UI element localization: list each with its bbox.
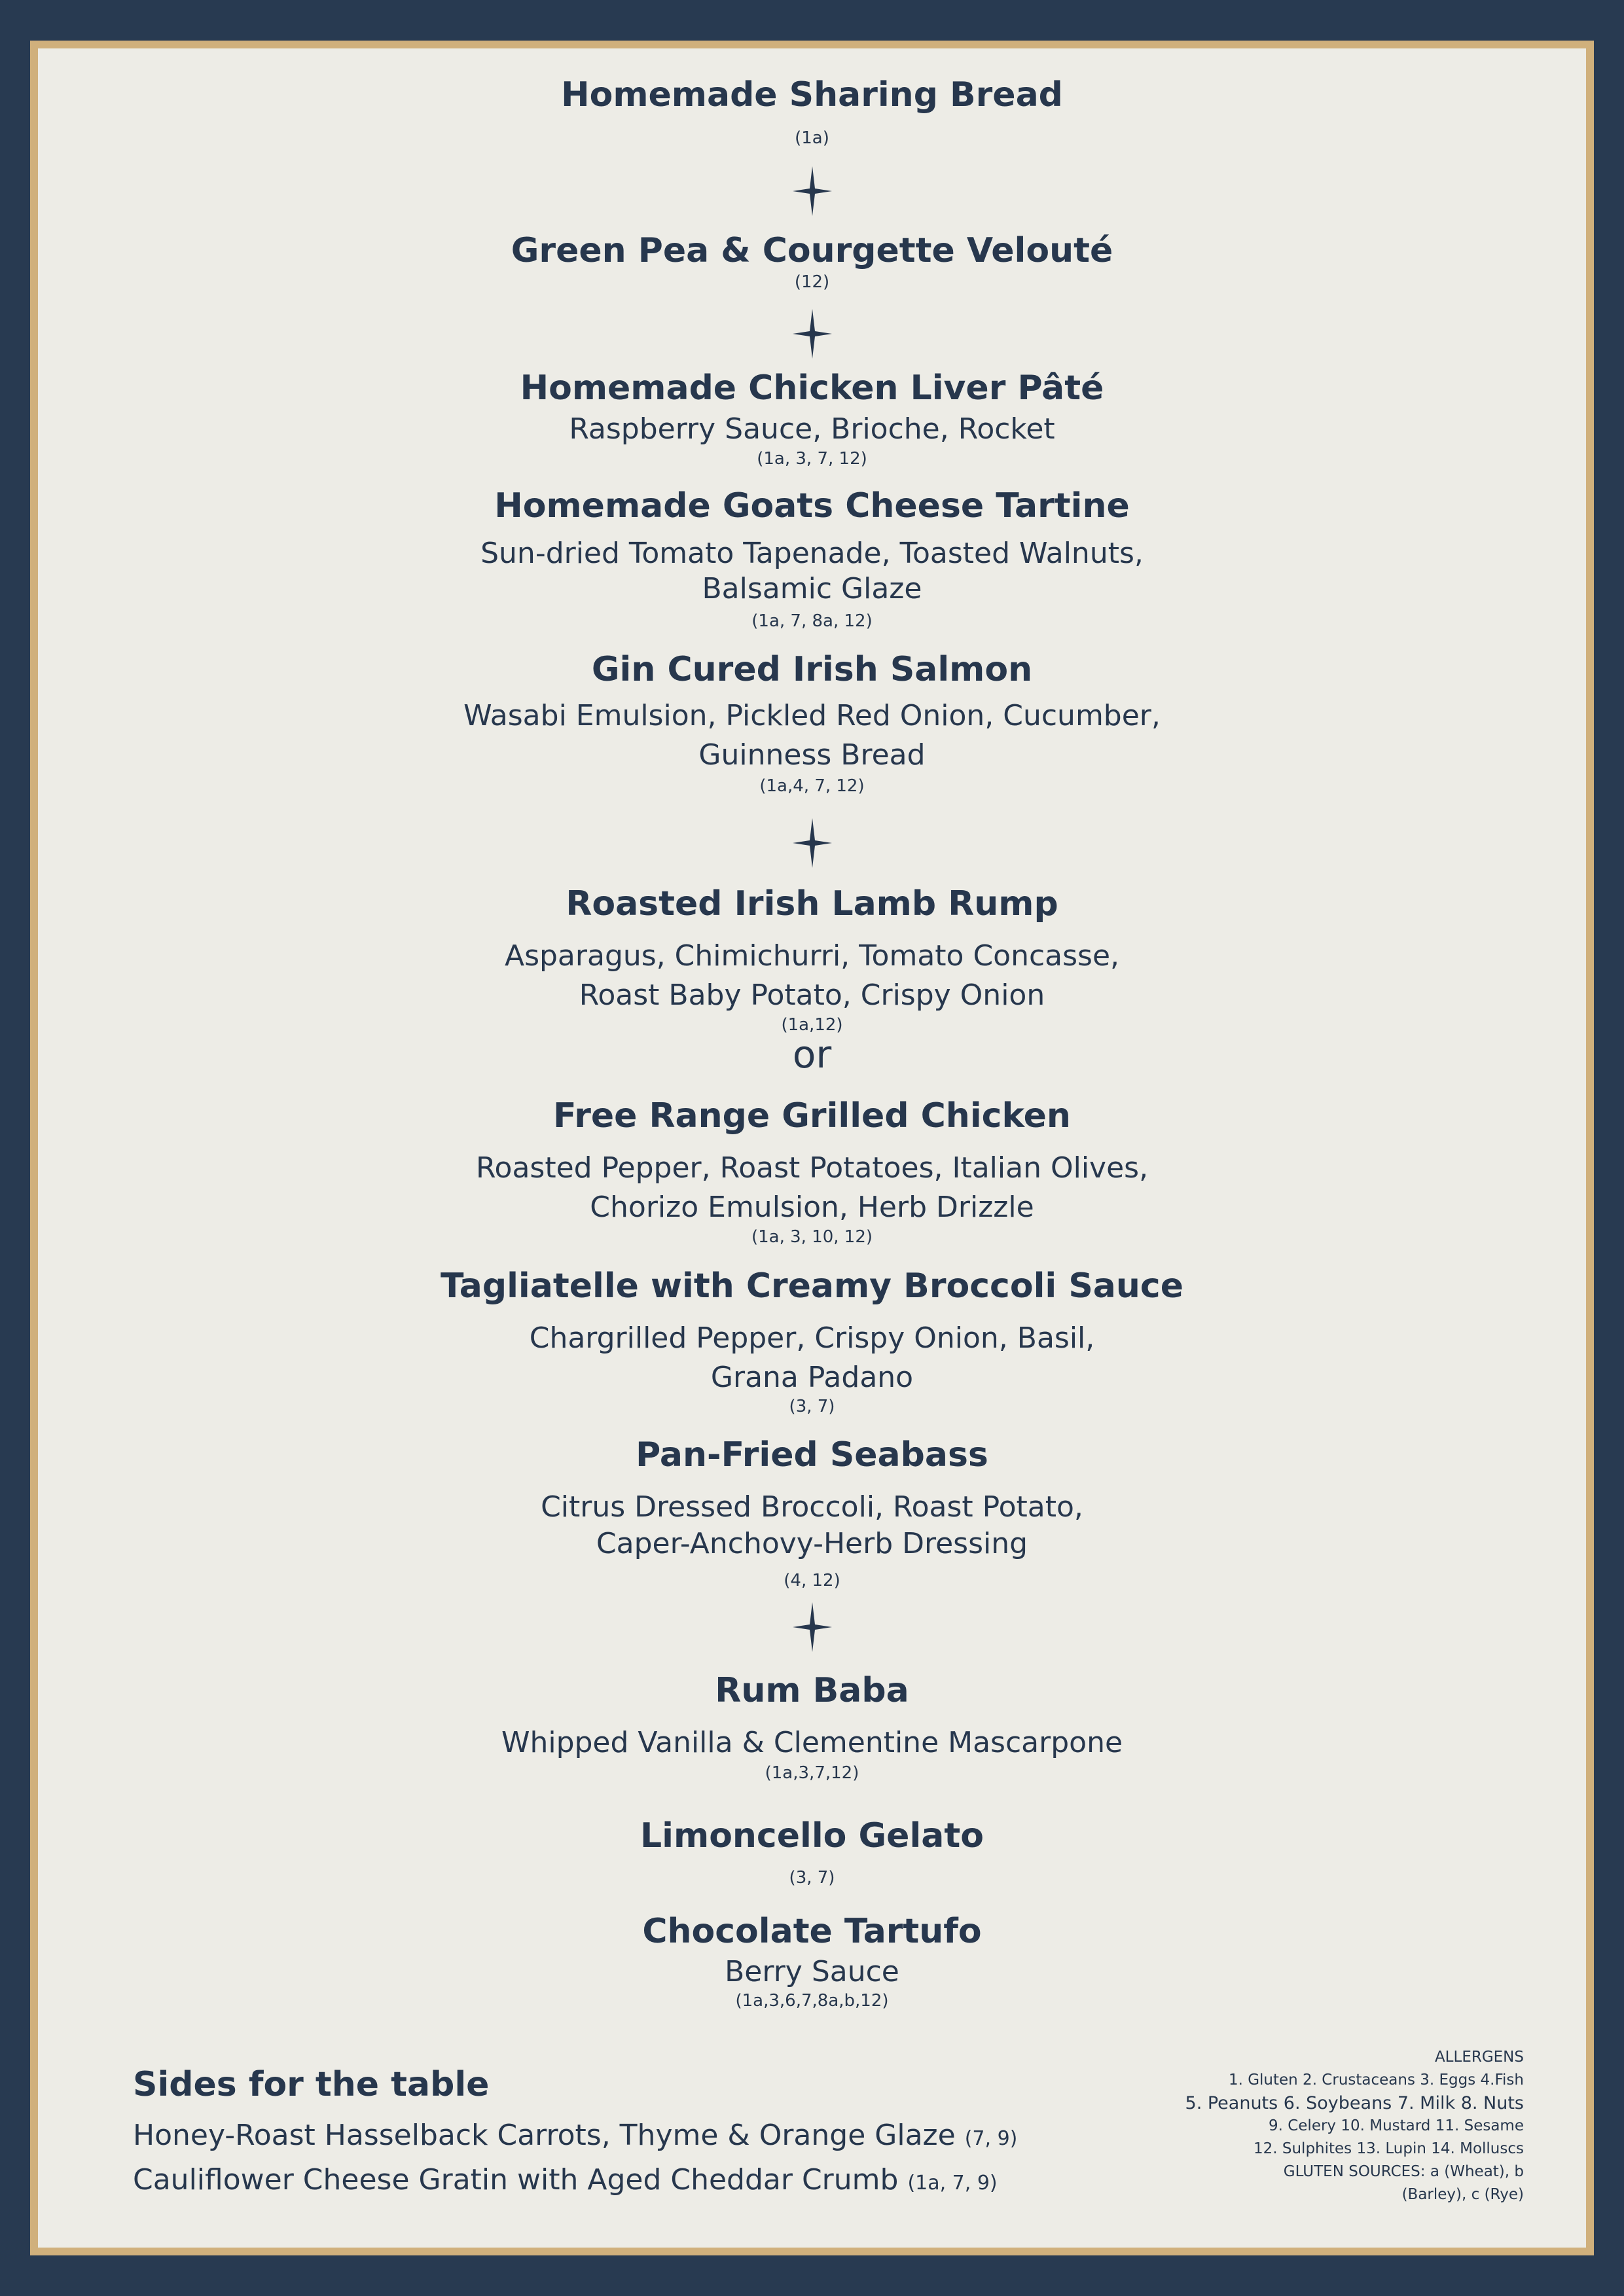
dish-title: Pan-Fried Seabass	[636, 1435, 988, 1475]
allergen-code: (1a, 3, 7, 12)	[757, 449, 867, 469]
allergen-code: (1a,3,7,12)	[765, 1763, 859, 1783]
four-point-star-icon	[793, 1602, 832, 1652]
dish-description: Roast Baby Potato, Crispy Onion	[579, 978, 1045, 1012]
allergen-code: (1a, 7, 8a, 12)	[751, 611, 873, 631]
allergen-code: (1a,3,6,7,8a,b,12)	[735, 1991, 889, 2011]
allergens-line: 9. Celery 10. Mustard 11. Sesame	[1268, 2117, 1524, 2134]
four-point-star-icon	[793, 309, 832, 359]
dish-description: Asparagus, Chimichurri, Tomato Concasse,	[504, 939, 1120, 973]
dish-description: Grana Padano	[710, 1361, 914, 1394]
allergens-line: (Barley), c (Rye)	[1401, 2186, 1524, 2203]
dish-title: Green Pea & Courgette Velouté	[511, 231, 1113, 270]
allergen-code: (1a,12)	[781, 1015, 843, 1035]
dish-description: Guinness Bread	[698, 738, 926, 772]
four-point-star-icon	[793, 166, 832, 216]
allergens-line: 1. Gluten 2. Crustaceans 3. Eggs 4.Fish	[1228, 2072, 1524, 2089]
dish-title: Homemade Sharing Bread	[561, 75, 1063, 115]
menu-card	[30, 41, 1594, 2255]
dish-description: Roasted Pepper, Roast Potatoes, Italian Olives,	[475, 1151, 1149, 1185]
allergens-heading: ALLERGENS	[1434, 2049, 1524, 2066]
allergen-code: (1a, 7, 9)	[907, 2172, 998, 2195]
allergen-code: (4, 12)	[784, 1571, 840, 1590]
dish-description: Balsamic Glaze	[702, 572, 922, 605]
dish-title: Gin Cured Irish Salmon	[591, 650, 1033, 689]
dish-title: Tagliatelle with Creamy Broccoli Sauce	[441, 1266, 1183, 1306]
dish-description: Wasabi Emulsion, Pickled Red Onion, Cucumber,	[463, 699, 1161, 732]
four-point-star-icon	[793, 818, 832, 868]
allergen-code: (3, 7)	[789, 1397, 835, 1416]
allergens-line: GLUTEN SOURCES: a (Wheat), b	[1283, 2163, 1524, 2180]
allergen-code: (1a,4, 7, 12)	[759, 776, 865, 796]
side-item	[133, 2161, 998, 2202]
dish-description: Raspberry Sauce, Brioche, Rocket	[569, 412, 1055, 446]
or-separator: or	[792, 1032, 832, 1077]
dish-description: Caper-Anchovy-Herb Dressing	[596, 1527, 1028, 1560]
allergens-legend	[1131, 2046, 1524, 2206]
side-item-label: Honey-Roast Hasselback Carrots, Thyme & Orange Glaze	[133, 2119, 956, 2152]
allergens-line: 5. Peanuts 6. Soybeans 7. Milk 8. Nuts	[1185, 2093, 1524, 2113]
dish-title: Homemade Goats Cheese Tartine	[494, 486, 1130, 526]
allergens-line: 12. Sulphites 13. Lupin 14. Molluscs	[1253, 2140, 1524, 2157]
dish-description: Berry Sauce	[725, 1955, 899, 1988]
dish-title: Rum Baba	[715, 1671, 909, 1710]
dish-description: Chorizo Emulsion, Herb Drizzle	[590, 1191, 1034, 1224]
dish-title: Free Range Grilled Chicken	[553, 1096, 1071, 1136]
allergen-code: (7, 9)	[964, 2127, 1018, 2150]
allergen-code: (1a)	[795, 128, 829, 148]
allergen-code: (3, 7)	[789, 1868, 835, 1888]
dish-description: Citrus Dressed Broccoli, Roast Potato,	[541, 1490, 1083, 1524]
allergen-code: (1a, 3, 10, 12)	[751, 1227, 873, 1247]
dish-description: Sun-dried Tomato Tapenade, Toasted Walnuts,	[480, 537, 1144, 570]
sides-heading: Sides for the table	[133, 2065, 490, 2104]
side-item-label: Cauliflower Cheese Gratin with Aged Cheddar Crumb	[133, 2163, 899, 2197]
dish-description: Chargrilled Pepper, Crispy Onion, Basil,	[529, 1321, 1095, 1355]
dish-title: Roasted Irish Lamb Rump	[566, 884, 1058, 924]
side-item	[133, 2117, 1017, 2158]
dish-title: Homemade Chicken Liver Pâté	[520, 368, 1104, 408]
dish-title: Limoncello Gelato	[640, 1816, 984, 1856]
dish-title: Chocolate Tartufo	[642, 1912, 982, 1951]
dish-description: Whipped Vanilla & Clementine Mascarpone	[501, 1726, 1123, 1759]
allergen-code: (12)	[794, 272, 830, 292]
